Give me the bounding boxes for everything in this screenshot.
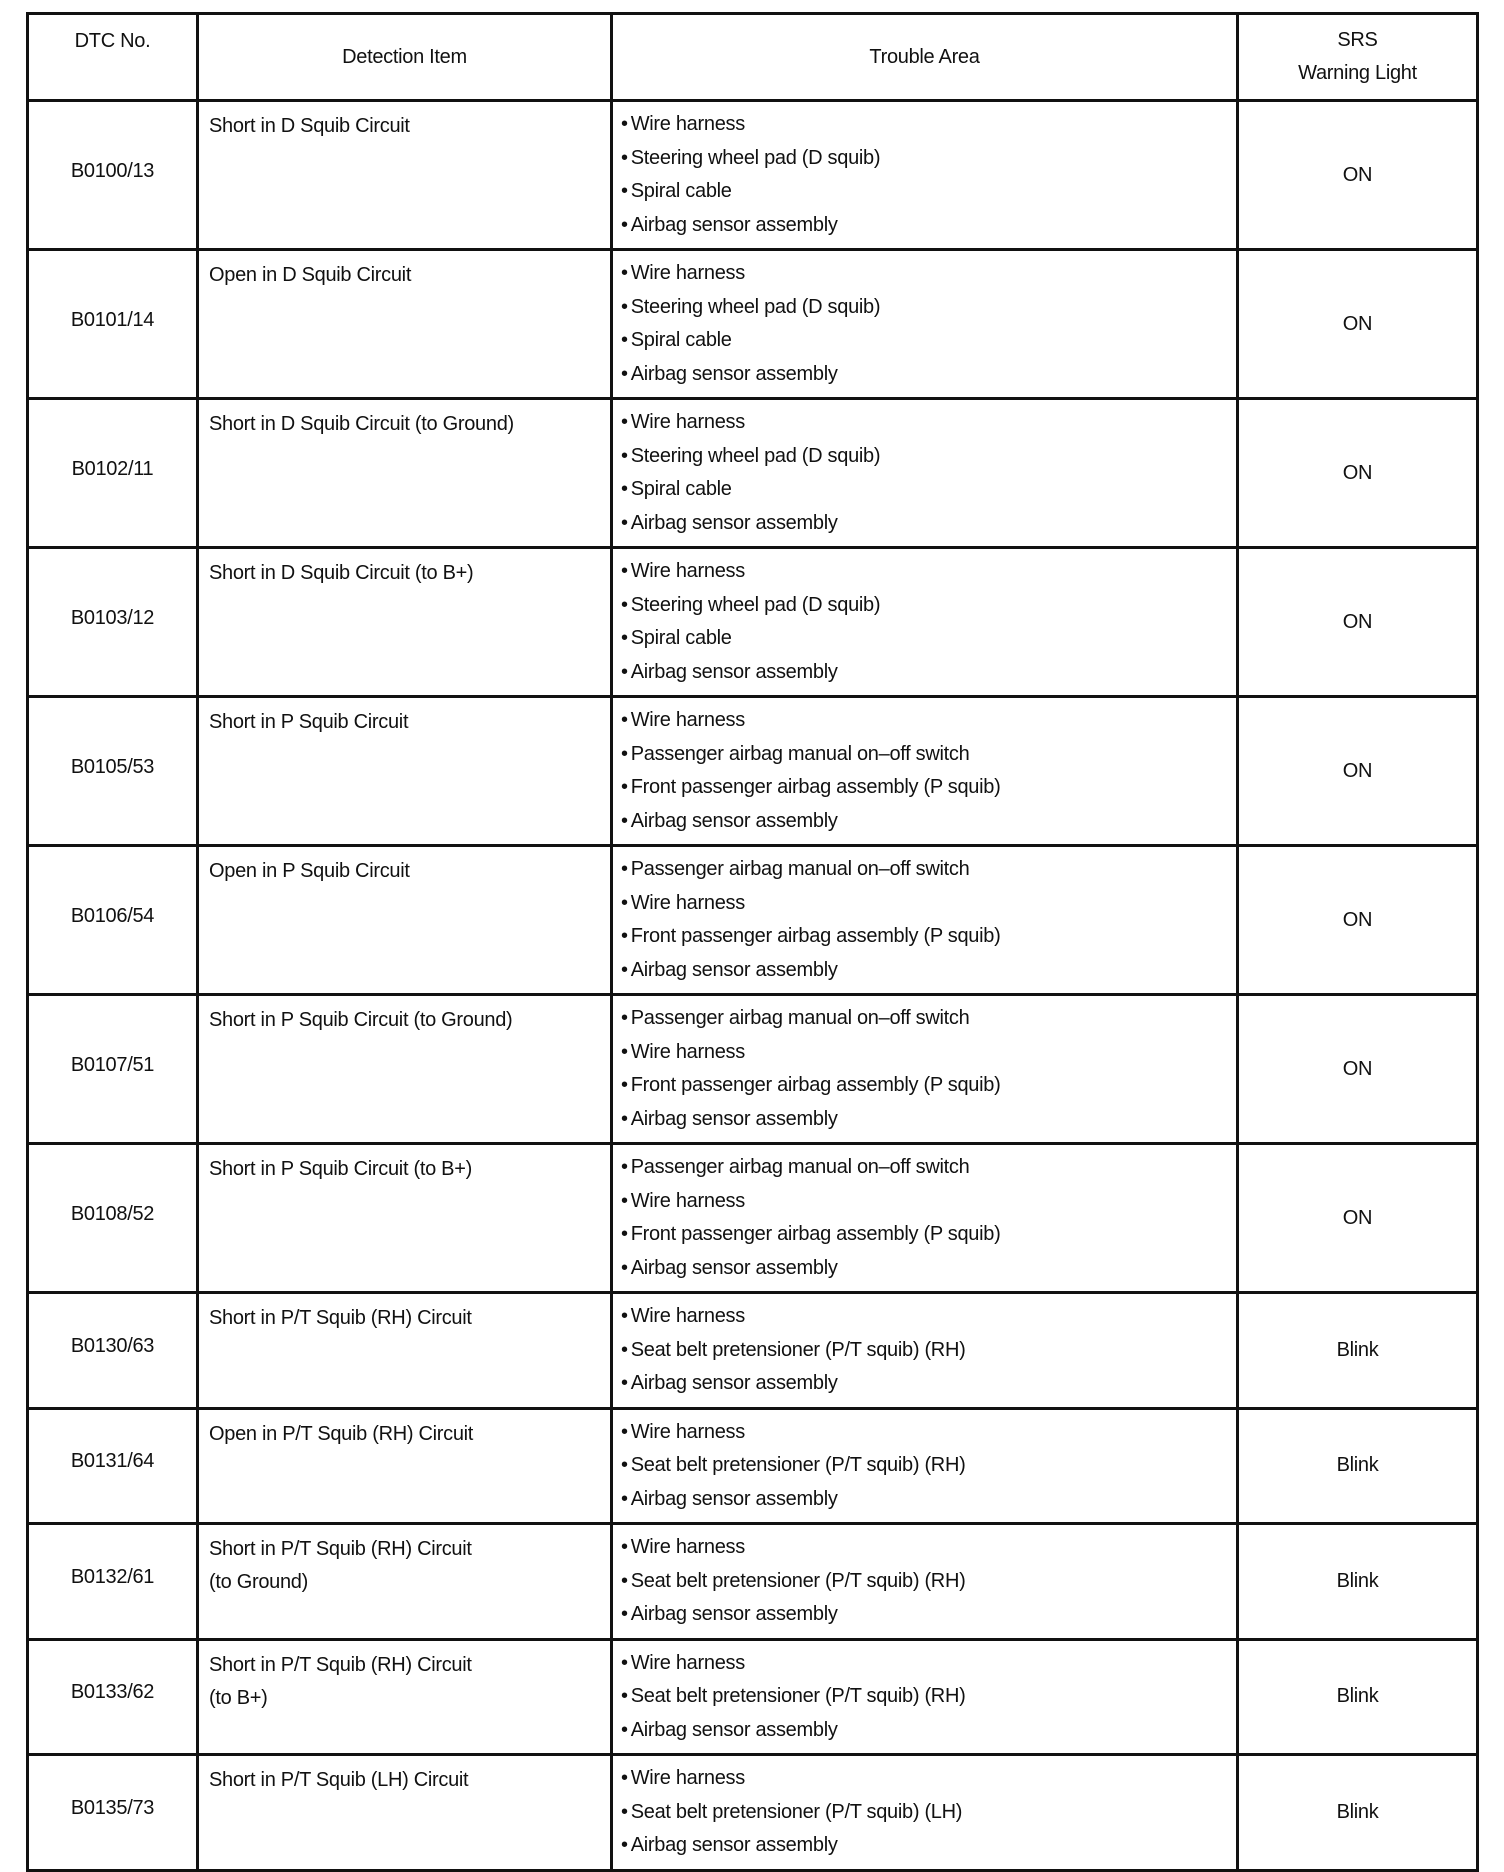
trouble-area-item: • Passenger airbag manual on–off switch xyxy=(621,738,1228,772)
trouble-area xyxy=(612,399,1238,548)
trouble-area-item: • Seat belt pretensioner (P/T squib) (RH) xyxy=(621,1680,1228,1714)
header-trouble-area: Trouble Area xyxy=(612,14,1238,101)
trouble-area-item: • Wire harness xyxy=(621,1036,1228,1070)
dtc-code: B0132/61 xyxy=(28,1524,198,1640)
trouble-area xyxy=(612,1524,1238,1640)
trouble-area xyxy=(612,1639,1238,1755)
trouble-area-item: • Airbag sensor assembly xyxy=(621,1714,1228,1748)
warning-light-status: Blink xyxy=(1238,1639,1478,1755)
trouble-area-item: • Airbag sensor assembly xyxy=(621,1598,1228,1632)
trouble-area-item: • Seat belt pretensioner (P/T squib) (LH) xyxy=(621,1796,1228,1830)
warning-light-status: Blink xyxy=(1238,1293,1478,1409)
trouble-area xyxy=(612,250,1238,399)
table-row xyxy=(28,697,1478,846)
warning-light-status: Blink xyxy=(1238,1408,1478,1524)
trouble-area-item: • Airbag sensor assembly xyxy=(621,358,1228,392)
trouble-area-item: • Wire harness xyxy=(621,108,1228,142)
dtc-code: B0135/73 xyxy=(28,1755,198,1871)
trouble-area-item: • Wire harness xyxy=(621,1762,1228,1796)
dtc-code: B0102/11 xyxy=(28,399,198,548)
dtc-code: B0107/51 xyxy=(28,995,198,1144)
table-row xyxy=(28,995,1478,1144)
trouble-area xyxy=(612,101,1238,250)
warning-light-status: Blink xyxy=(1238,1755,1478,1871)
trouble-area-item: • Airbag sensor assembly xyxy=(621,1483,1228,1517)
trouble-area-item: • Wire harness xyxy=(621,1416,1228,1450)
trouble-area-item: • Seat belt pretensioner (P/T squib) (RH) xyxy=(621,1565,1228,1599)
dtc-code: B0100/13 xyxy=(28,101,198,250)
detection-item: Open in D Squib Circuit xyxy=(198,250,612,399)
trouble-area xyxy=(612,1408,1238,1524)
trouble-area-item: • Wire harness xyxy=(621,887,1228,921)
trouble-area-item: • Front passenger airbag assembly (P squib) xyxy=(621,920,1228,954)
trouble-area-item: • Airbag sensor assembly xyxy=(621,1367,1228,1401)
trouble-area xyxy=(612,1755,1238,1871)
warning-light-status: ON xyxy=(1238,399,1478,548)
detection-item: Short in P Squib Circuit (to B+) xyxy=(198,1144,612,1293)
trouble-area xyxy=(612,697,1238,846)
dtc-code: B0105/53 xyxy=(28,697,198,846)
trouble-area xyxy=(612,548,1238,697)
trouble-area-item: • Wire harness xyxy=(621,1300,1228,1334)
trouble-area-item: • Spiral cable xyxy=(621,175,1228,209)
table-row xyxy=(28,101,1478,250)
table-row xyxy=(28,399,1478,548)
warning-light-status: ON xyxy=(1238,1144,1478,1293)
trouble-area-item: • Airbag sensor assembly xyxy=(621,656,1228,690)
warning-light-status: ON xyxy=(1238,548,1478,697)
header-dtc: DTC No. xyxy=(28,14,198,101)
warning-light-status: Blink xyxy=(1238,1524,1478,1640)
dtc-code: B0130/63 xyxy=(28,1293,198,1409)
trouble-area xyxy=(612,1144,1238,1293)
detection-item: Open in P Squib Circuit xyxy=(198,846,612,995)
detection-item: Short in D Squib Circuit xyxy=(198,101,612,250)
warning-light-status: ON xyxy=(1238,250,1478,399)
trouble-area-item: • Front passenger airbag assembly (P squib) xyxy=(621,1069,1228,1103)
table-row xyxy=(28,1408,1478,1524)
trouble-area-item: • Airbag sensor assembly xyxy=(621,954,1228,988)
trouble-area-item: • Spiral cable xyxy=(621,473,1228,507)
dtc-code: B0133/62 xyxy=(28,1639,198,1755)
trouble-area-item: • Seat belt pretensioner (P/T squib) (RH) xyxy=(621,1449,1228,1483)
header-row xyxy=(28,14,1478,101)
warning-light-status: ON xyxy=(1238,697,1478,846)
warning-light-status: ON xyxy=(1238,101,1478,250)
trouble-area-item: • Wire harness xyxy=(621,257,1228,291)
table-row xyxy=(28,548,1478,697)
trouble-area-item: • Airbag sensor assembly xyxy=(621,1829,1228,1863)
trouble-area-item: • Spiral cable xyxy=(621,622,1228,656)
trouble-area-item: • Wire harness xyxy=(621,1647,1228,1681)
trouble-area-item: • Airbag sensor assembly xyxy=(621,805,1228,839)
detection-item: Short in D Squib Circuit (to B+) xyxy=(198,548,612,697)
detection-item: Short in P/T Squib (RH) Circuit (to B+) xyxy=(198,1639,612,1755)
table-row xyxy=(28,846,1478,995)
trouble-area-item: • Spiral cable xyxy=(621,324,1228,358)
trouble-area-item: • Passenger airbag manual on–off switch xyxy=(621,853,1228,887)
trouble-area-item: • Steering wheel pad (D squib) xyxy=(621,589,1228,623)
table-row xyxy=(28,1639,1478,1755)
trouble-area-item: • Airbag sensor assembly xyxy=(621,1103,1228,1137)
trouble-area-item: • Wire harness xyxy=(621,406,1228,440)
header-detection-item: Detection Item xyxy=(198,14,612,101)
trouble-area-item: • Passenger airbag manual on–off switch xyxy=(621,1002,1228,1036)
trouble-area-item: • Steering wheel pad (D squib) xyxy=(621,440,1228,474)
trouble-area-item: • Front passenger airbag assembly (P squib) xyxy=(621,1218,1228,1252)
trouble-area-item: • Wire harness xyxy=(621,1185,1228,1219)
table-row xyxy=(28,1293,1478,1409)
detection-item: Short in P/T Squib (RH) Circuit (to Ground) xyxy=(198,1524,612,1640)
trouble-area-item: • Steering wheel pad (D squib) xyxy=(621,142,1228,176)
dtc-code: B0106/54 xyxy=(28,846,198,995)
detection-item: Short in P/T Squib (RH) Circuit xyxy=(198,1293,612,1409)
table-row xyxy=(28,1755,1478,1871)
dtc-code: B0131/64 xyxy=(28,1408,198,1524)
table-row xyxy=(28,1524,1478,1640)
warning-light-status: ON xyxy=(1238,846,1478,995)
header-warning-light: SRS Warning Light xyxy=(1238,14,1478,101)
trouble-area-item: • Airbag sensor assembly xyxy=(621,1252,1228,1286)
dtc-code: B0108/52 xyxy=(28,1144,198,1293)
trouble-area-item: • Steering wheel pad (D squib) xyxy=(621,291,1228,325)
detection-item: Short in D Squib Circuit (to Ground) xyxy=(198,399,612,548)
dtc-code: B0103/12 xyxy=(28,548,198,697)
detection-item: Short in P Squib Circuit (to Ground) xyxy=(198,995,612,1144)
detection-item: Short in P Squib Circuit xyxy=(198,697,612,846)
warning-light-status: ON xyxy=(1238,995,1478,1144)
detection-item: Short in P/T Squib (LH) Circuit xyxy=(198,1755,612,1871)
table-row xyxy=(28,250,1478,399)
trouble-area-item: • Wire harness xyxy=(621,555,1228,589)
trouble-area xyxy=(612,995,1238,1144)
trouble-area-item: • Wire harness xyxy=(621,704,1228,738)
dtc-table xyxy=(26,12,1479,1872)
trouble-area-item: • Front passenger airbag assembly (P squib) xyxy=(621,771,1228,805)
trouble-area xyxy=(612,846,1238,995)
trouble-area-item: • Wire harness xyxy=(621,1531,1228,1565)
trouble-area-item: • Passenger airbag manual on–off switch xyxy=(621,1151,1228,1185)
trouble-area-item: • Airbag sensor assembly xyxy=(621,209,1228,243)
detection-item: Open in P/T Squib (RH) Circuit xyxy=(198,1408,612,1524)
trouble-area xyxy=(612,1293,1238,1409)
dtc-code: B0101/14 xyxy=(28,250,198,399)
trouble-area-item: • Seat belt pretensioner (P/T squib) (RH) xyxy=(621,1334,1228,1368)
table-row xyxy=(28,1144,1478,1293)
trouble-area-item: • Airbag sensor assembly xyxy=(621,507,1228,541)
